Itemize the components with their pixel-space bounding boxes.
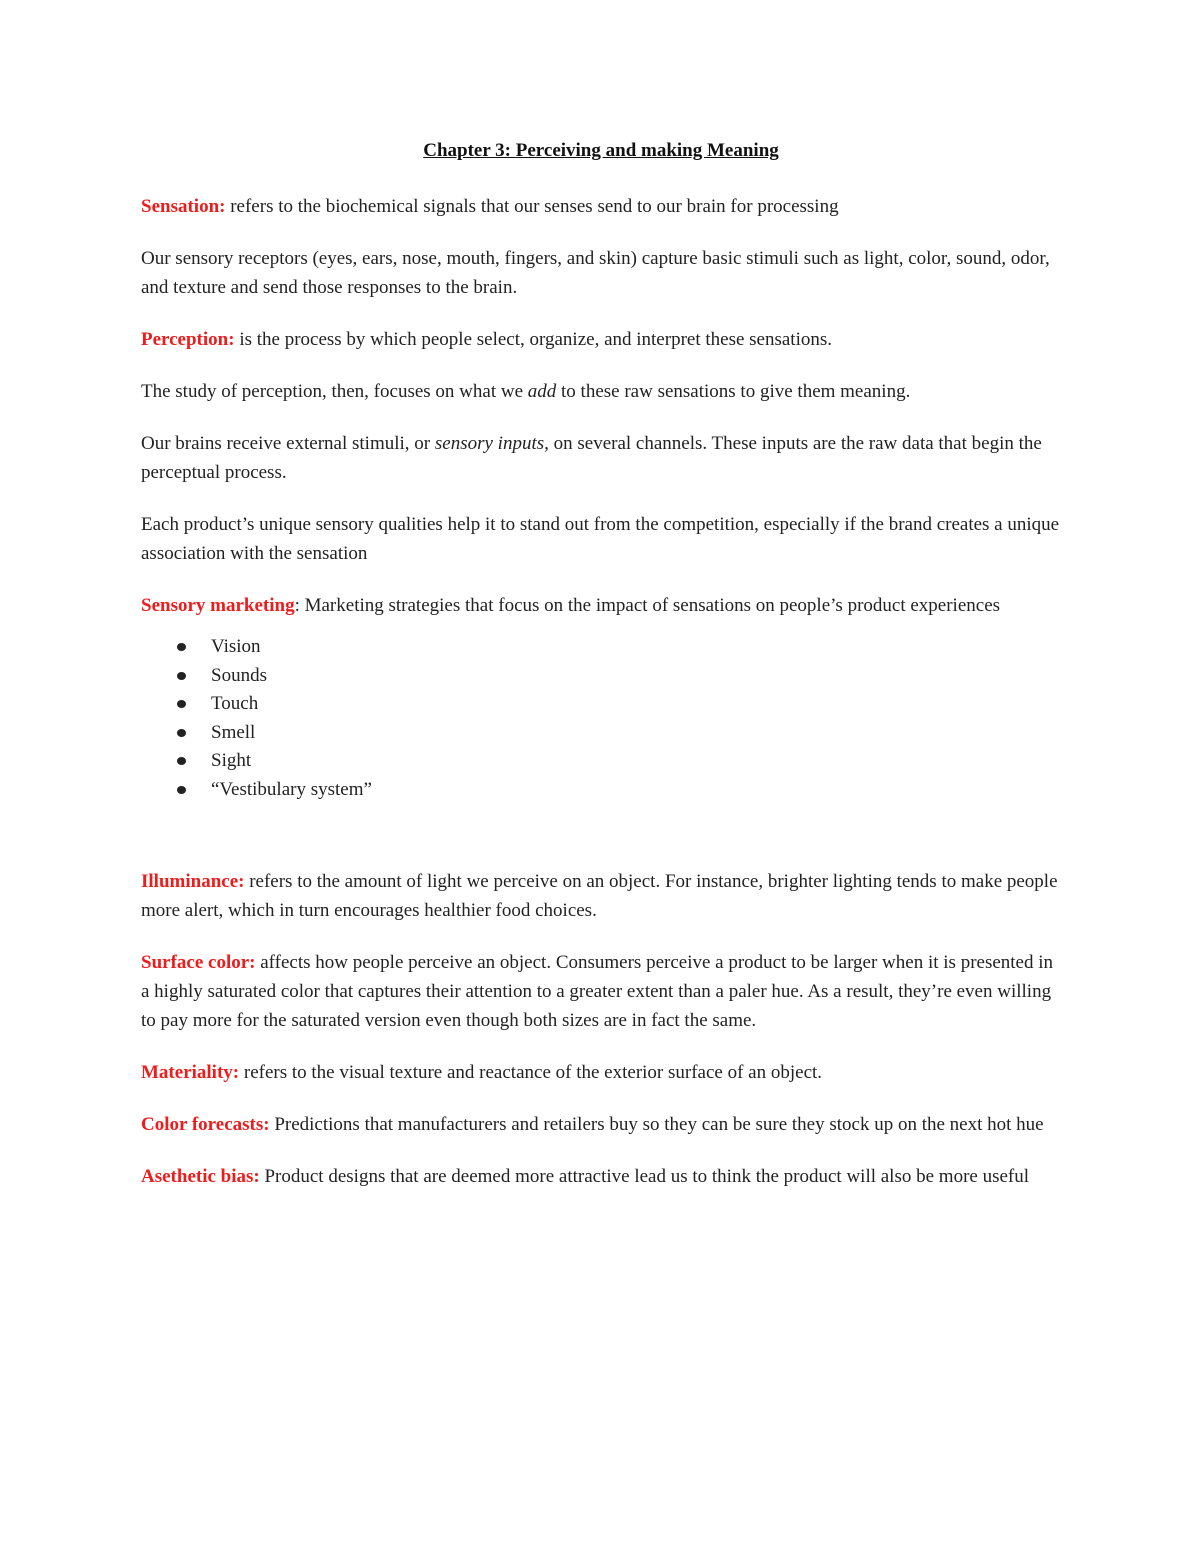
list-item: [141, 661, 1061, 690]
list-item-label: Smell: [211, 721, 256, 743]
illuminance-paragraph: [141, 867, 1061, 925]
bullet-icon: [177, 729, 186, 737]
color-forecasts-term: Color forecasts:: [141, 1113, 270, 1135]
perception-term: Perception:: [141, 329, 235, 350]
bullet-icon: [177, 757, 186, 765]
list-item-label: Vision: [211, 636, 261, 657]
product-paragraph: Each product’s unique sensory qualities help it to stand out from the competition, especially if the brand creates a unique association with the sensation: [141, 514, 1060, 564]
color-forecasts-definition: Predictions that manufacturers and retailers buy so they can be sure they stock up on the next hot hue: [269, 1113, 1044, 1135]
study-text-italic: add: [527, 381, 557, 402]
sensory-marketing-paragraph: [141, 591, 1061, 620]
illuminance-definition: refers to the amount of light we perceive on an object. For instance, brighter lighting tends to make people more alert, which in turn encourages healthier food choices.: [141, 870, 1058, 921]
brains-text-before: Our brains receive external stimuli, or: [141, 433, 435, 454]
bullet-icon: [177, 643, 186, 651]
list-item: [141, 746, 1061, 775]
aesthetic-bias-term: Asethetic bias:: [141, 1165, 260, 1187]
brains-text-italic: sensory inputs,: [434, 433, 549, 454]
blank-space: [141, 804, 1061, 867]
aesthetic-bias-paragraph: [141, 1162, 1061, 1191]
surface-color-term: Surface color:: [141, 951, 256, 973]
materiality-definition: refers to the visual texture and reactance of the exterior surface of an object.: [239, 1061, 823, 1083]
chapter-title: Chapter 3: Perceiving and making Meaning: [423, 140, 779, 161]
brains-paragraph: [141, 429, 1061, 487]
surface-color-definition: affects how people perceive an object. Consumers perceive a product to be larger when it is presented in a highly saturated color that captures their attention to a greater extent than a paler hue. As a result, they’re even willing to pay more for the saturated version even though both sizes are in fact the same.: [141, 951, 1054, 1031]
list-item-label: Touch: [211, 693, 259, 715]
color-forecasts-paragraph: [141, 1110, 1061, 1139]
list-item-label: Sounds: [211, 664, 267, 686]
senses-list: [141, 632, 1061, 804]
study-paragraph: [141, 377, 1061, 406]
list-item: [141, 718, 1061, 747]
brains-text-after: on several channels. These inputs are the raw data that begin the perceptual process.: [141, 433, 1042, 483]
bullet-icon: [177, 672, 186, 680]
materiality-paragraph: [141, 1058, 1061, 1087]
study-text-after: to these raw sensations to give them meaning.: [556, 381, 911, 402]
aesthetic-bias-definition: Product designs that are deemed more attractive lead us to think the product will also be more useful: [259, 1165, 1030, 1187]
list-item: [141, 689, 1061, 718]
sensation-definition: refers to the biochemical signals that our senses send to our brain for processing: [225, 196, 839, 217]
materiality-term: Materiality:: [141, 1061, 240, 1083]
perception-paragraph: [141, 325, 1061, 354]
study-text-before: The study of perception, then, focuses on what we: [141, 381, 528, 402]
bullet-icon: [177, 700, 186, 708]
illuminance-term: Illuminance:: [141, 870, 245, 892]
list-item: [141, 775, 1061, 804]
list-item-label: Sight: [211, 750, 252, 772]
sensory-marketing-definition: : Marketing strategies that focus on the impact of sensations on people’s product experiences: [294, 595, 1001, 616]
sensation-paragraph: [141, 192, 1061, 221]
list-item-label: “Vestibulary system”: [211, 778, 372, 800]
document-page: [141, 136, 1061, 1214]
perception-definition: is the process by which people select, organize, and interpret these sensations.: [234, 329, 833, 350]
sensation-term: Sensation:: [141, 196, 226, 217]
bullet-icon: [177, 786, 186, 794]
list-item: [141, 632, 1061, 661]
sensory-marketing-term: Sensory marketing: [141, 595, 295, 616]
surface-color-paragraph: [141, 948, 1061, 1035]
receptors-paragraph: Our sensory receptors (eyes, ears, nose, mouth, fingers, and skin) capture basic stimuli such as light, color, sound, odor, and texture and send those responses to the brain.: [141, 248, 1050, 298]
